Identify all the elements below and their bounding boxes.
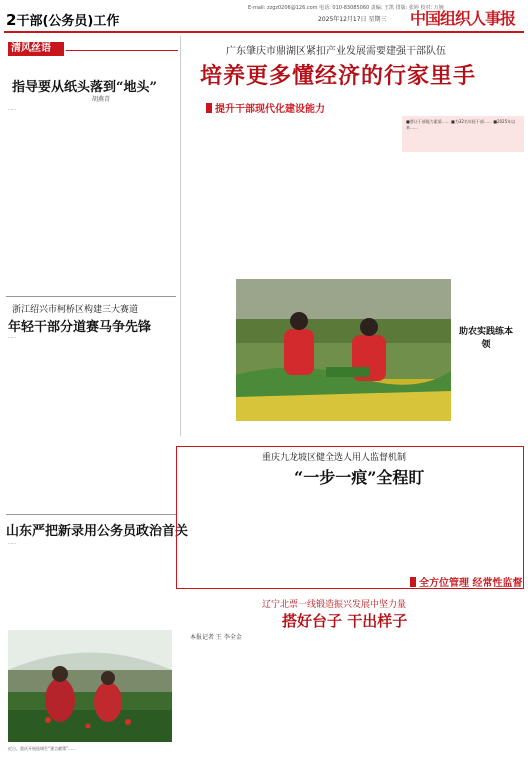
divider-left-1 <box>6 296 176 297</box>
section-name: 干部(公务员)工作 <box>16 14 120 29</box>
page-number <box>6 10 119 29</box>
page-number-value: 2 <box>6 11 17 29</box>
top-subtag: 提升干部现代化建设能力 <box>206 100 325 115</box>
divider-left-2 <box>6 514 176 515</box>
box-kicker: 重庆九龙坡区健全选人用人监督机制 <box>262 453 407 463</box>
top-article-col-3 <box>332 118 400 278</box>
article-body-2 <box>8 334 172 510</box>
bottom-body-4 <box>440 636 522 772</box>
farm-photo-image <box>236 279 451 421</box>
article-body-3-text: …… <box>8 540 16 545</box>
summary-box <box>402 116 524 152</box>
top-article-col-4 <box>404 156 522 276</box>
bottom-headline[interactable]: 搭好台子 干出样子 <box>282 612 408 630</box>
article-body-1 <box>8 106 184 294</box>
header-rule <box>4 31 524 33</box>
box-tag: 全方位管理 经常性监督 <box>410 574 522 589</box>
banner-rule <box>66 50 178 51</box>
left-headline-3[interactable]: 山东严把新录用公务员政治首关 <box>6 524 189 539</box>
left-kicker-2: 浙江绍兴市柯桥区构建三大赛道 <box>12 305 139 315</box>
article-body-1-text: …… <box>8 106 16 111</box>
meta-line: E-mail: zzgz0206@126.com 电话: 010-83085060 责编: 王凯 排版: 张婷 校对: 万婉 <box>248 5 444 11</box>
masthead: 中国组织人事报 <box>410 9 516 28</box>
photo-farm <box>236 279 451 421</box>
summary-box-text: ■要让干部能力素质…… ■为32名年轻干部…… ■2025年以来…… <box>406 119 516 130</box>
left-headline-2[interactable]: 年轻干部分道赛马争先锋 <box>8 320 152 335</box>
issue-date: 2025年12月17日 星期三 <box>318 16 387 23</box>
box-body-1 <box>182 490 258 584</box>
top-headline[interactable]: 培养更多懂经济的行家里手 <box>200 63 477 89</box>
box-body-4 <box>416 490 520 570</box>
box-body-2 <box>262 490 338 584</box>
bottom-body-1 <box>182 642 262 772</box>
left-headline-1[interactable]: 指导要从纸头落到“地头” <box>12 80 157 95</box>
bottom-author: 本报记者 王 李全金 <box>190 634 242 641</box>
bottom-body-3 <box>354 636 434 772</box>
top-kicker: 广东肇庆市鼎湖区紧扣产业发展需要建强干部队伍 <box>226 46 446 57</box>
bottom-kicker: 辽宁北票一线锻造振兴发展中坚力量 <box>262 600 407 610</box>
top-article-col-2 <box>260 118 328 278</box>
caption-bottom: 近日，重庆开展选调生“建言献策”…… <box>8 746 77 751</box>
box-body-3 <box>342 490 410 570</box>
column-divider-left <box>180 36 181 436</box>
article-body-3 <box>8 540 172 624</box>
column-banner: 清风丝语 <box>8 42 64 56</box>
bottom-body-2 <box>268 636 348 772</box>
greenhouse-photo-image <box>8 630 172 742</box>
author-1: 胡燕青 <box>92 96 111 103</box>
article-body-2-text: …… <box>8 334 16 339</box>
box-headline[interactable]: “一步一痕”全程盯 <box>294 468 425 487</box>
photo-caption-title: 助农实践练本领 <box>458 327 513 350</box>
photo-greenhouse <box>8 630 172 742</box>
top-article-col-1 <box>186 118 256 278</box>
